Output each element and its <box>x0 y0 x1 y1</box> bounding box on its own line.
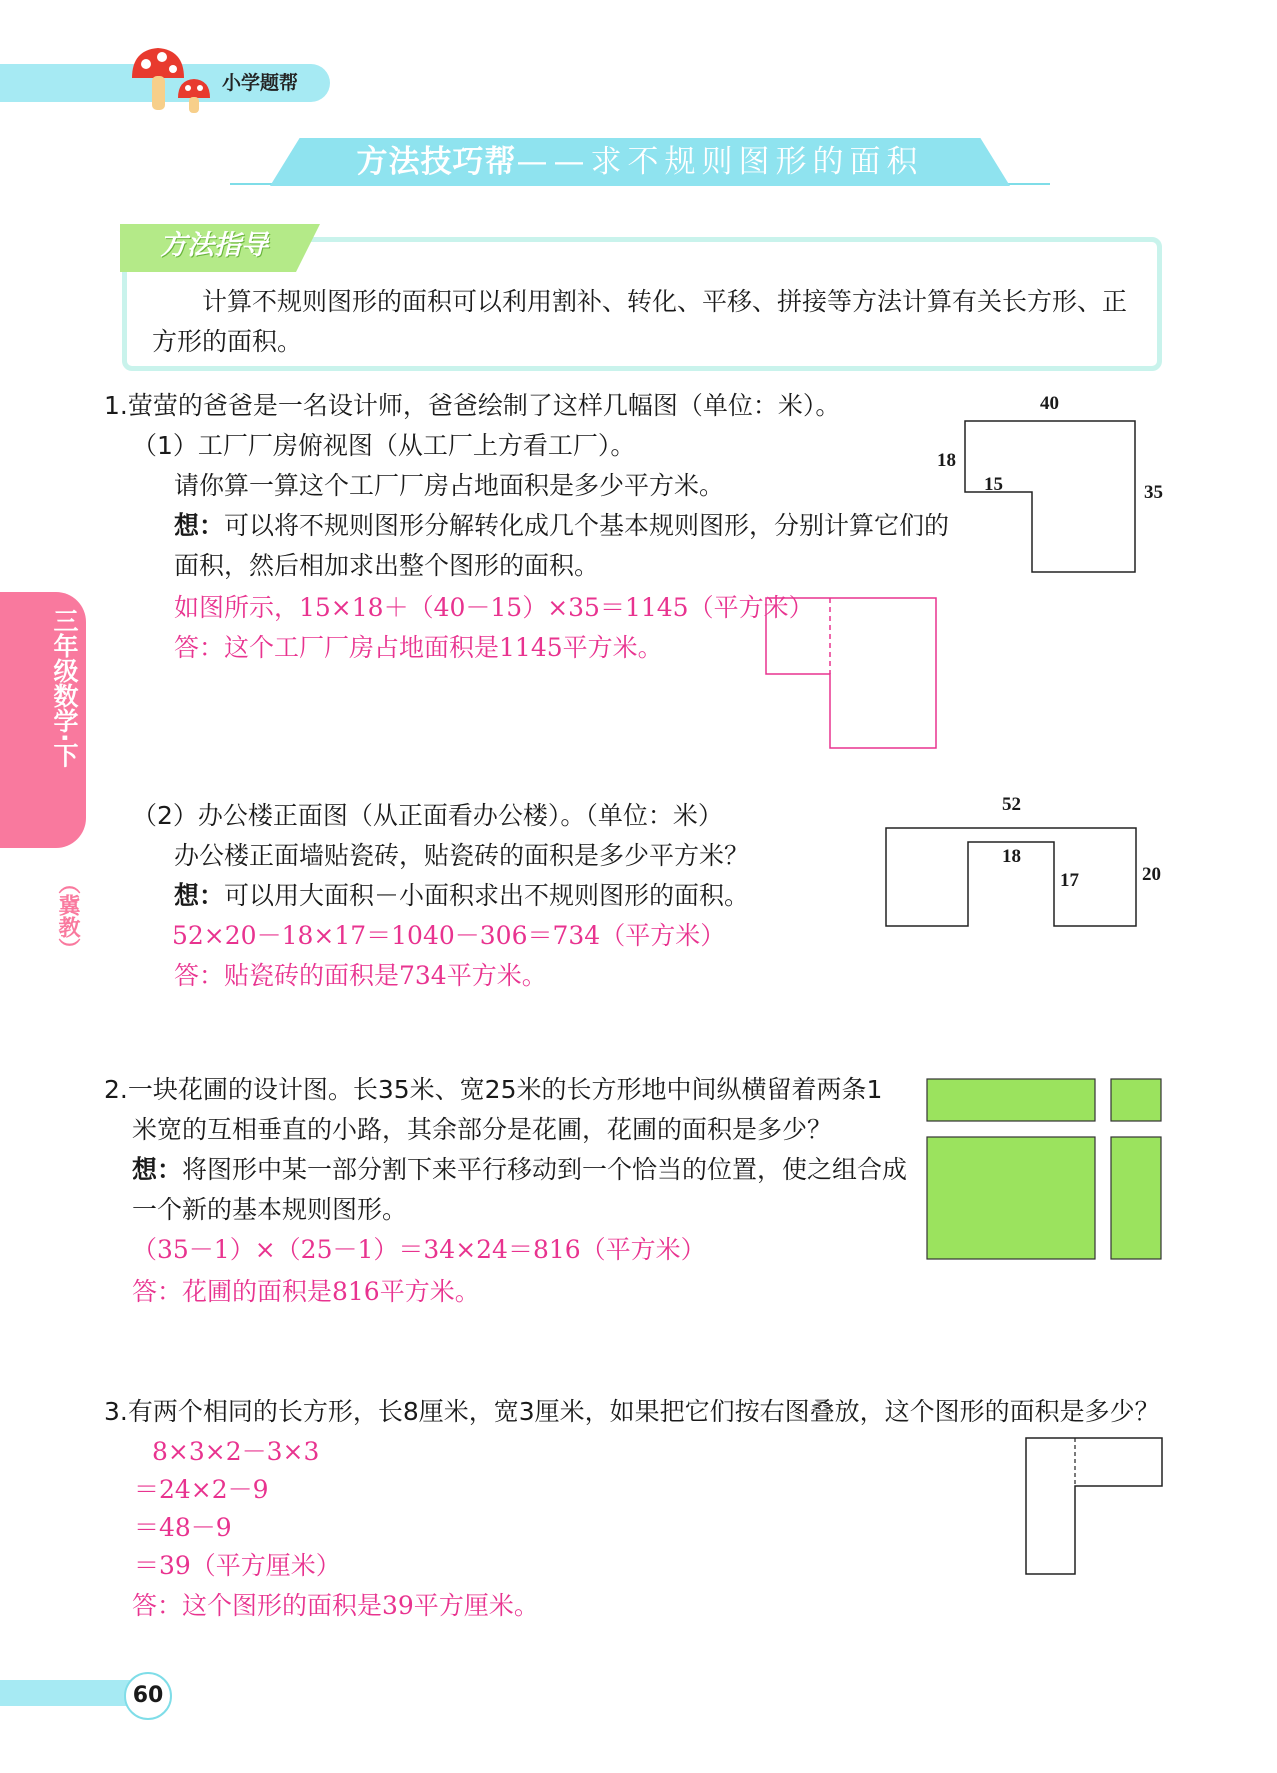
q1-p2-answer: 52×20－18×17＝1040－306＝734（平方米） <box>172 921 726 950</box>
q3-step-3: ＝48－9 <box>134 1513 232 1542</box>
q2-stem-2: 米宽的互相垂直的小路，其余部分是花圃，花圃的面积是多少？ <box>132 1115 833 1144</box>
hint-label: 想： <box>174 511 225 540</box>
q1-p1-hint-2: 面积，然后相加求出整个图形的面积。 <box>174 551 600 580</box>
solution-outline <box>766 598 936 748</box>
q1-p1-answer: 如图所示，15×18＋（40－15）×35＝1145（平方米） <box>174 593 814 622</box>
brand-name: 小学题帮 <box>222 72 299 94</box>
q3-conclusion: 答：这个图形的面积是39平方厘米。 <box>132 1591 539 1620</box>
mushroom-icon <box>128 44 218 114</box>
hint-text: 可以将不规则图形分解转化成几个基本规则图形，分别计算它们的 <box>224 511 950 540</box>
fig2-label-inner-top: 18 <box>1002 846 1021 867</box>
q1-p1-title: （1）工厂厂房俯视图（从工厂上方看工厂）。 <box>132 431 636 460</box>
fig1-label-left: 18 <box>937 450 956 471</box>
overlap-outline <box>1026 1438 1162 1574</box>
office-figure <box>884 826 1144 930</box>
fig2-label-inner-side: 17 <box>1060 870 1079 891</box>
q1-p2-conclusion: 答：贴瓷砖的面积是734平方米。 <box>174 961 547 990</box>
hint-label: 想： <box>174 881 225 910</box>
fig2-label-top: 52 <box>1002 794 1021 815</box>
page-number: 60 <box>124 1672 172 1720</box>
q1-p1-conclusion: 答：这个工厂厂房占地面积是1145平方米。 <box>174 633 663 662</box>
fig1-label-right: 35 <box>1144 482 1163 503</box>
method-text <box>152 282 1132 362</box>
garden-figure <box>926 1078 1166 1262</box>
banner-title-sub: ——求不规则图形的面积 <box>516 144 924 180</box>
q1-p2-question: 办公楼正面墙贴瓷砖，贴瓷砖的面积是多少平方米？ <box>174 841 750 870</box>
q3-stem: 3.有两个相同的长方形，长8厘米，宽3厘米，如果把它们按右图叠放，这个图形的面积是多少？ <box>104 1397 1160 1426</box>
banner-title <box>270 138 1010 186</box>
q1-p2-title: （2）办公楼正面图（从正面看办公楼）。（单位：米） <box>132 801 723 830</box>
q2-hint <box>132 1150 907 1190</box>
hint-label: 想： <box>132 1155 183 1184</box>
method-text-body: 计算不规则图形的面积可以利用割补、转化、平移、拼接等方法计算有关长方形、正方形的面积。 <box>152 287 1128 356</box>
factory-figure <box>940 396 1170 576</box>
hint-text: 可以用大面积－小面积求出不规则图形的面积。 <box>224 881 750 910</box>
factory-outline <box>965 421 1135 572</box>
fig1-label-top: 40 <box>1040 393 1059 414</box>
garden-plot-top-left <box>927 1079 1095 1121</box>
side-tab-label: 三年级数学·下 <box>50 608 79 768</box>
fig2-label-right: 20 <box>1142 864 1161 885</box>
office-outline <box>886 828 1136 926</box>
q2-conclusion: 答：花圃的面积是816平方米。 <box>132 1277 480 1306</box>
garden-plot-bottom-right <box>1111 1137 1161 1259</box>
footer-strip <box>0 1680 140 1706</box>
q1-stem: 1.萤萤的爸爸是一名设计师，爸爸绘制了这样几幅图（单位：米）。 <box>104 391 841 420</box>
hint-text: 将图形中某一部分割下来平行移动到一个恰当的位置，使之组合成 <box>182 1155 908 1184</box>
side-tab-edition: （冀教） <box>55 872 80 960</box>
q3-step-1: 8×3×2－3×3 <box>152 1437 320 1466</box>
method-tab-label: 方法指导 <box>160 230 268 261</box>
overlap-figure <box>1024 1436 1170 1580</box>
q3-step-4: ＝39（平方厘米） <box>134 1551 341 1580</box>
q2-hint-2: 一个新的基本规则图形。 <box>132 1195 408 1224</box>
q3-step-2: ＝24×2－9 <box>134 1475 269 1504</box>
garden-plot-bottom-left <box>927 1137 1095 1259</box>
garden-plot-top-right <box>1111 1079 1161 1121</box>
q1-p1-question: 请你算一算这个工厂厂房占地面积是多少平方米。 <box>174 471 725 500</box>
q2-answer: （35－1）×（25－1）＝34×24＝816（平方米） <box>132 1235 706 1264</box>
banner-title-main: 方法技巧帮 <box>356 144 517 180</box>
q2-stem: 2.一块花圃的设计图。长35米、宽25米的长方形地中间纵横留着两条1 <box>104 1075 883 1104</box>
q1-p2-hint <box>174 876 749 916</box>
factory-solution-figure <box>764 596 944 752</box>
fig1-label-inner: 15 <box>984 474 1003 495</box>
q1-p1-hint <box>174 506 949 546</box>
